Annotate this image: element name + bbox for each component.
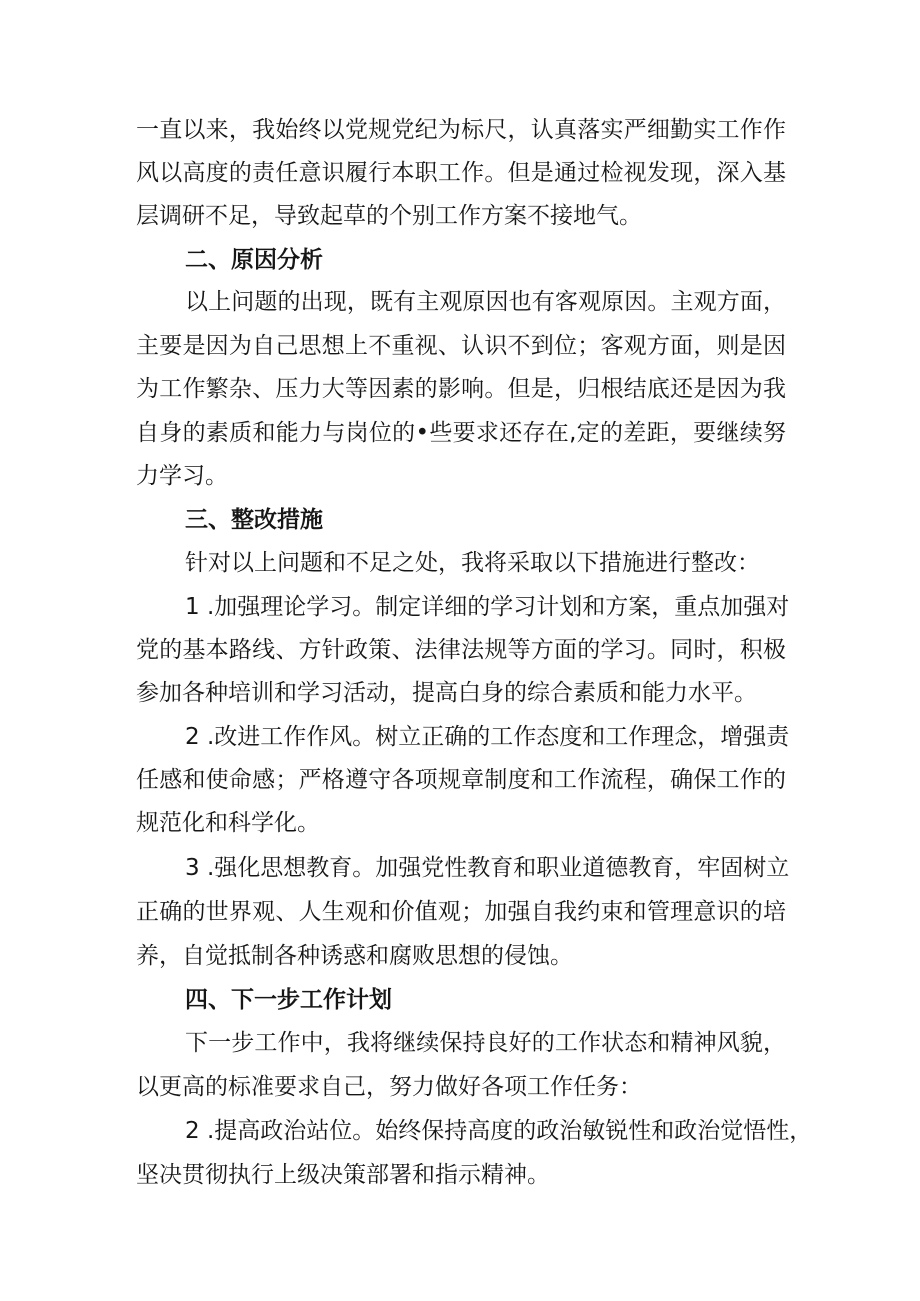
text-line: 2 .改进工作作风。树立正确的工作态度和工作理念，增强责 (185, 724, 790, 750)
text-line: 任感和使命感；严格遵守各项规章制度和工作流程，确保工作的 (136, 767, 786, 793)
text-line: 为工作繁杂、压力大等因素的影响。但是，归根结底还是因为我 (136, 376, 786, 402)
text-line: 正确的世界观、人生观和价值观；加强自我约束和管理意识的培 (136, 899, 786, 925)
text-line: 养，自觉抵制各种诱惑和腐败思想的侵蚀。 (136, 943, 573, 969)
section-heading: 四、下一步工作计划 (185, 987, 392, 1013)
text-line: 风以高度的责任意识履行本职工作。但是通过检视发现，深入基 (136, 160, 786, 186)
text-line: 针对以上问题和不足之处，我将采取以下措施进行整改： (185, 550, 760, 576)
section-heading: 三、整改措施 (185, 507, 323, 533)
text-line: 1 .加强理论学习。制定详细的学习计划和方案，重点加强对 (185, 594, 790, 620)
section-heading: 二、原因分析 (185, 247, 323, 273)
text-line: 主要是因为自己思想上不重视、认识不到位；客观方面，则是因 (136, 333, 786, 359)
text-line: 参加各种培训和学习活动，提高白身的综合素质和能力水平。 (136, 680, 757, 706)
text-line: 一直以来，我始终以党规党纪为标尺，认真落实严细勤实工作作 (136, 117, 786, 143)
text-line: 以更高的标准要求自己，努力做好各项工作任务： (136, 1074, 642, 1100)
text-line: 3 .强化思想教育。加强党性教育和职业道德教育，牢固树立 (185, 855, 790, 881)
text-line: 2 .提高政治站位。始终保持高度的政治敏锐性和政治觉悟性， (185, 1118, 813, 1144)
text-line: 层调研不足，导致起草的个别工作方案不接地气。 (136, 203, 642, 229)
text-line: 规范化和科学化。 (136, 810, 320, 836)
text-line: 党的基本路线、方针政策、法律法规等方面的学习。同时，积极 (136, 637, 786, 663)
text-line: 自身的素质和能力与岗位的•些要求还存在,定的差距，要继续努 (136, 420, 786, 446)
text-line: 下一步工作中，我将继续保持良好的工作状态和精神风貌， (185, 1030, 786, 1056)
text-line: 坚决贯彻执行上级决策部署和指示精神。 (136, 1162, 550, 1188)
text-line: 力学习。 (136, 463, 228, 489)
text-line: 以上问题的出现，既有主观原因也有客观原因。主观方面， (185, 289, 786, 315)
